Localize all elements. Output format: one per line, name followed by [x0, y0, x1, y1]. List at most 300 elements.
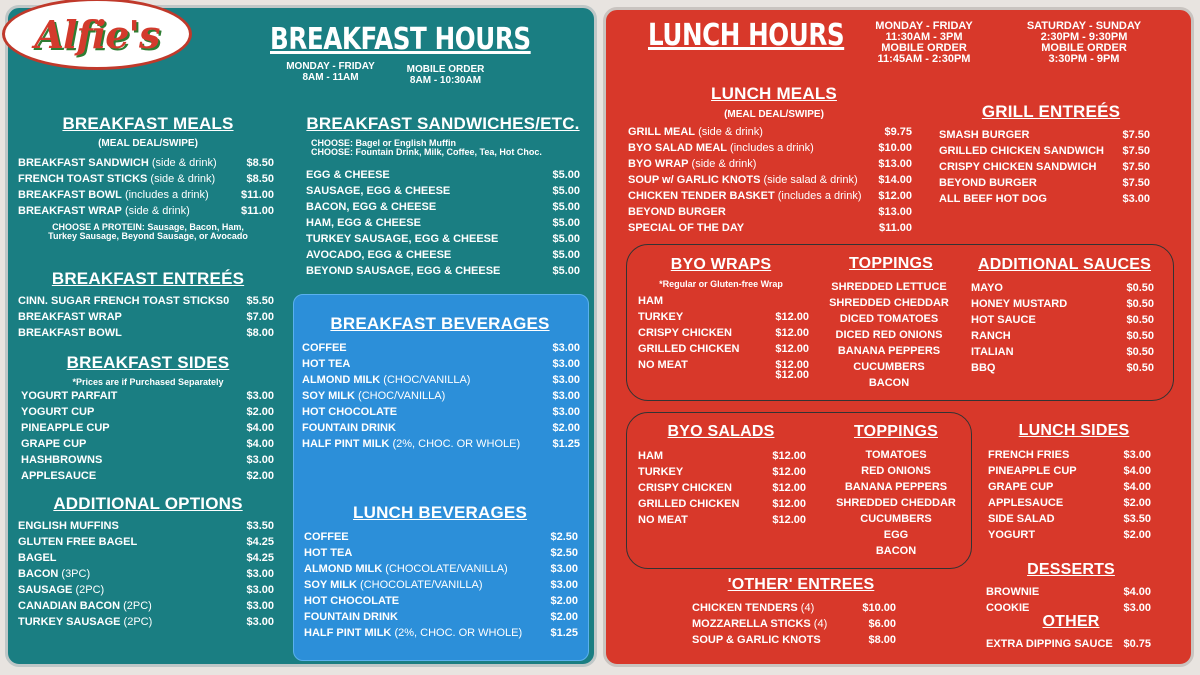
- breakfast-meals-item: [18, 187, 209, 203]
- lunch-beverages-item-note: (CHOCOLATE/VANILLA): [356, 579, 483, 591]
- breakfast-meals-item-note: (side & drink): [148, 157, 217, 169]
- lunch-beverages-item-name: HOT TEA: [304, 547, 353, 559]
- breakfast-sides-item-name: APPLESAUCE: [21, 470, 97, 482]
- lunch-sides-item-price: $3.00: [1123, 449, 1151, 461]
- breakfast-beverages-item-note: (2%, CHOC. OR WHOLE): [389, 438, 521, 450]
- breakfast-beverages-item-note: (CHOC/VANILLA): [380, 374, 471, 386]
- breakfast-sandwiches-item-price: $5.00: [552, 201, 580, 213]
- lunch-beverages-item: [304, 561, 508, 577]
- breakfast-beverages-item-note: (CHOC/VANILLA): [354, 390, 446, 402]
- additional-sauces-item-name: HOT SAUCE: [971, 314, 1036, 326]
- salad-toppings-title: TOPPINGS: [854, 423, 938, 440]
- byo-salads-item-name: GRILLED CHICKEN: [638, 498, 740, 510]
- other-entrees-item-name: MOZZARELLA STICKS: [692, 618, 811, 630]
- other-entrees-item-note: (4): [797, 602, 815, 614]
- breakfast-beverages-item-price: $3.00: [552, 342, 580, 354]
- breakfast-sandwiches-item-price: $5.00: [552, 217, 580, 229]
- lunch-meals-item-name: SPECIAL OF THE DAY: [628, 222, 745, 234]
- breakfast-meals-item-note: (side & drink): [147, 173, 216, 185]
- breakfast-additional-item-name: TURKEY SAUSAGE: [18, 616, 121, 628]
- breakfast-sides-item-name: PINEAPPLE CUP: [21, 422, 110, 434]
- byo-salads-item-price: $12.00: [772, 466, 806, 478]
- breakfast-sandwiches-item: [306, 247, 451, 263]
- lunch-hours-title: LUNCH HOURS: [648, 18, 845, 53]
- breakfast-sides-item-price: $2.00: [246, 470, 274, 482]
- lunch-we-mobile: MOBILE ORDER: [1041, 42, 1127, 54]
- byo-wraps-item: [638, 309, 683, 325]
- lunch-sides-title: LUNCH SIDES: [1018, 422, 1130, 439]
- lunch-we-days: SATURDAY - SUNDAY: [1026, 20, 1142, 32]
- lunch-beverages-item-name: HOT CHOCOLATE: [304, 595, 400, 607]
- salad-toppings-item: RED ONIONS: [861, 465, 931, 477]
- breakfast-beverages-item-price: $3.00: [552, 406, 580, 418]
- breakfast-additional-item: [18, 518, 119, 534]
- lunch-meals-item: [628, 172, 858, 188]
- breakfast-sandwiches-item: [306, 231, 498, 247]
- lunch-wk-days: MONDAY - FRIDAY: [875, 20, 973, 32]
- additional-sauces-item-name: ITALIAN: [971, 346, 1014, 358]
- lunch-beverages-item-price: $3.00: [550, 563, 578, 575]
- breakfast-beverages-item: [302, 436, 520, 452]
- lunch-beverages-item-price: $1.25: [550, 627, 578, 639]
- breakfast-sandwiches-item: [306, 167, 390, 183]
- breakfast-beverages-item-price: $1.25: [552, 438, 580, 450]
- grill-entrees-item-price: $7.50: [1122, 145, 1150, 157]
- breakfast-entrees-item-price: $5.50: [246, 295, 274, 307]
- lunch-beverages-title: LUNCH BEVERAGES: [353, 503, 527, 522]
- breakfast-beverages-item-name: HOT CHOCOLATE: [302, 406, 398, 418]
- lunch-meals-item-price: $13.00: [878, 158, 912, 170]
- breakfast-beverages-item-price: $3.00: [552, 358, 580, 370]
- desserts-item-name: BROWNIE: [986, 586, 1040, 598]
- breakfast-meals-item-name: BREAKFAST SANDWICH: [18, 157, 149, 169]
- other-entrees-item: [692, 632, 821, 648]
- breakfast-panel: [5, 5, 597, 667]
- breakfast-additional-item-name: SAUSAGE: [18, 584, 73, 596]
- breakfast-sandwiches-item-name: HAM, EGG & CHEESE: [306, 217, 421, 229]
- breakfast-additional-item-note: (2PC): [120, 600, 152, 612]
- desserts-title: DESSERTS: [1027, 561, 1115, 578]
- lunch-meals-item-name: CHICKEN TENDER BASKET: [628, 190, 775, 202]
- breakfast-entrees-item-price: $8.00: [246, 327, 274, 339]
- lunch-meals-item-note: (includes a drink): [774, 190, 862, 202]
- breakfast-beverages-item-name: FOUNTAIN DRINK: [302, 422, 396, 434]
- breakfast-sandwiches-item-price: $5.00: [552, 265, 580, 277]
- lunch-sides-item: [988, 479, 1053, 495]
- lunch-sides-item: [988, 527, 1035, 543]
- breakfast-meals-item-name: BREAKFAST WRAP: [18, 205, 122, 217]
- breakfast-meals-subtitle: (MEAL DEAL/SWIPE): [98, 138, 198, 149]
- lunch-meals-item: [628, 220, 744, 236]
- breakfast-additional-item-name: CANADIAN BACON: [18, 600, 121, 612]
- breakfast-additional-item-price: $3.00: [246, 600, 274, 612]
- breakfast-sides-item: [21, 436, 86, 452]
- lunch-beverages-item-price: $3.00: [550, 579, 578, 591]
- lunch-we-time: 2:30PM - 9:30PM: [1040, 31, 1128, 43]
- lunch-sides-item-name: YOGURT: [988, 529, 1036, 541]
- breakfast-entrees-item-price: $7.00: [246, 311, 274, 323]
- lunch-beverages-item-name: SOY MILK: [304, 579, 357, 591]
- lunch-meals-item: [628, 204, 726, 220]
- breakfast-sandwiches-item: [306, 215, 421, 231]
- breakfast-additional-item: [18, 550, 57, 566]
- breakfast-meals-item: [18, 203, 190, 219]
- lunch-meals-subtitle: (MEAL DEAL/SWIPE): [724, 109, 824, 120]
- other-title: OTHER: [1042, 613, 1100, 630]
- breakfast-sides-item: [21, 388, 117, 404]
- logo-text: Alfie's: [34, 11, 160, 57]
- breakfast-sandwiches-item-name: BEYOND SAUSAGE, EGG & CHEESE: [306, 265, 501, 277]
- other-entrees-item-price: $6.00: [868, 618, 896, 630]
- grill-entrees-item-price: $3.00: [1122, 193, 1150, 205]
- breakfast-sandwiches-item-name: SAUSAGE, EGG & CHEESE: [306, 185, 451, 197]
- lunch-sides-item-price: $2.00: [1123, 529, 1151, 541]
- byo-wraps-item-name: HAM: [638, 295, 664, 307]
- breakfast-meals-item-price: $8.50: [246, 173, 274, 185]
- grill-entrees-item-price: $7.50: [1122, 177, 1150, 189]
- breakfast-sides-title: BREAKFAST SIDES: [66, 353, 230, 372]
- breakfast-sandwiches-item: [306, 263, 500, 279]
- breakfast-meals-item-price: $11.00: [240, 189, 274, 201]
- breakfast-meals-item-name: FRENCH TOAST STICKS: [18, 173, 148, 185]
- lunch-beverages-item: [304, 609, 398, 625]
- lunch-beverages-item: [304, 625, 522, 641]
- breakfast-meals-item-price: $11.00: [240, 205, 274, 217]
- wrap-toppings-item: SHREDDED LETTUCE: [831, 281, 947, 293]
- lunch-sides-item-price: $2.00: [1123, 497, 1151, 509]
- breakfast-sandwiches-choose2: CHOOSE: Fountain Drink, Milk, Coffee, Tea, Hot Choc.: [311, 147, 542, 157]
- wrap-toppings-item: CUCUMBERS: [853, 361, 925, 373]
- lunch-we-mobile-time: 3:30PM - 9PM: [1048, 53, 1120, 65]
- breakfast-beverages-item-price: $3.00: [552, 374, 580, 386]
- breakfast-additional-item-note: (2PC): [120, 616, 153, 628]
- breakfast-additional-item-note: (3PC): [58, 568, 91, 580]
- grill-entrees-item-name: SMASH BURGER: [939, 129, 1030, 141]
- breakfast-additional-title: ADDITIONAL OPTIONS: [53, 494, 243, 513]
- breakfast-sandwiches-item-name: AVOCADO, EGG & CHEESE: [306, 249, 452, 261]
- lunch-beverages-item-note: (2%, CHOC. OR WHOLE): [391, 627, 523, 639]
- breakfast-beverages-item-price: $3.00: [552, 390, 580, 402]
- breakfast-sides-item: [21, 420, 110, 436]
- byo-wraps-item-price: $12.00: [775, 311, 809, 323]
- salad-toppings-item: SHREDDED CHEDDAR: [836, 497, 956, 509]
- additional-sauces-item: [971, 312, 1036, 328]
- byo-wraps-item-price: $12.00: [775, 327, 809, 339]
- grill-entrees-item-price: $7.50: [1122, 161, 1150, 173]
- lunch-beverages-item-name: FOUNTAIN DRINK: [304, 611, 398, 623]
- byo-wraps-item: [638, 325, 732, 341]
- lunch-meals-item-note: (side salad & drink): [760, 174, 858, 186]
- byo-salads-item-name: NO MEAT: [638, 514, 688, 526]
- lunch-meals-item-price: $10.00: [878, 142, 912, 154]
- byo-wraps-item-name: CRISPY CHICKEN: [638, 327, 732, 339]
- byo-salads-item: [638, 496, 739, 512]
- grill-entrees-item-name: BEYOND BURGER: [939, 177, 1037, 189]
- breakfast-sides-item-name: YOGURT PARFAIT: [21, 390, 118, 402]
- lunch-meals-item: [628, 124, 763, 140]
- breakfast-sandwiches-item-name: EGG & CHEESE: [306, 169, 390, 181]
- breakfast-sides-subtitle: *Prices are if Purchased Separately: [72, 377, 224, 387]
- wrap-toppings-item: BANANA PEPPERS: [837, 345, 941, 357]
- lunch-beverages-item-price: $2.50: [550, 531, 578, 543]
- lunch-meals-item: [628, 188, 862, 204]
- lunch-sides-item-name: APPLESAUCE: [988, 497, 1064, 509]
- other-entrees-item-price: $8.00: [868, 634, 896, 646]
- lunch-meals-item-name: SOUP w/ GARLIC KNOTS: [628, 174, 761, 186]
- lunch-beverages-item: [304, 529, 349, 545]
- breakfast-entrees-item-name: BREAKFAST WRAP: [18, 311, 122, 323]
- lunch-sides-item-name: SIDE SALAD: [988, 513, 1055, 525]
- breakfast-sandwiches-item-name: BACON, EGG & CHEESE: [306, 201, 437, 213]
- other-entrees-item-name: CHICKEN TENDERS: [692, 602, 798, 614]
- breakfast-beverages-item: [302, 420, 396, 436]
- lunch-meals-item-name: BEYOND BURGER: [628, 206, 726, 218]
- lunch-beverages-item: [304, 577, 483, 593]
- grill-entrees-item: [939, 191, 1047, 207]
- additional-sauces-item-name: BBQ: [971, 362, 996, 374]
- breakfast-meals-item: [18, 155, 217, 171]
- lunch-meals-item-note: (side & drink): [695, 126, 763, 138]
- lunch-sides-item-name: FRENCH FRIES: [988, 449, 1070, 461]
- breakfast-mobile-time: 8AM - 10:30AM: [409, 75, 482, 86]
- lunch-meals-item-name: BYO WRAP: [628, 158, 689, 170]
- lunch-meals-item: [628, 156, 756, 172]
- byo-salads-item-price: $12.00: [772, 514, 806, 526]
- desserts-item-price: $3.00: [1123, 602, 1151, 614]
- breakfast-sides-item-name: GRAPE CUP: [21, 438, 87, 450]
- breakfast-sandwiches-item-price: $5.00: [552, 185, 580, 197]
- byo-wraps-item-name: TURKEY: [638, 311, 684, 323]
- additional-sauces-item: [971, 296, 1067, 312]
- salad-toppings-item: EGG: [883, 529, 909, 541]
- lunch-meals-item-price: $9.75: [884, 126, 912, 138]
- breakfast-beverages-item-name: COFFEE: [302, 342, 347, 354]
- lunch-beverages-item-price: $2.50: [550, 547, 578, 559]
- breakfast-additional-item: [18, 582, 104, 598]
- grill-entrees-item-name: ALL BEEF HOT DOG: [939, 193, 1047, 205]
- breakfast-sides-item: [21, 452, 102, 468]
- byo-wraps-item-price: $12.00: [775, 359, 809, 371]
- breakfast-days: MONDAY - FRIDAY: [286, 61, 375, 72]
- additional-sauces-item: [971, 280, 1003, 296]
- desserts-item-price: $4.00: [1123, 586, 1151, 598]
- desserts-item-name: COOKIE: [986, 602, 1030, 614]
- lunch-sides-item: [988, 495, 1063, 511]
- byo-salads-title: BYO SALADS: [667, 423, 775, 440]
- salad-toppings-item: CUCUMBERS: [860, 513, 932, 525]
- breakfast-sandwiches-item-name: TURKEY SAUSAGE, EGG & CHEESE: [306, 233, 499, 245]
- lunch-meals-item-name: BYO SALAD MEAL: [628, 142, 727, 154]
- byo-salads-item-price: $12.00: [772, 498, 806, 510]
- breakfast-meals-item-price: $8.50: [246, 157, 274, 169]
- byo-salads-item-name: TURKEY: [638, 466, 684, 478]
- breakfast-sides-item-price: $4.00: [246, 422, 274, 434]
- salad-toppings-item: BANANA PEPPERS: [844, 481, 948, 493]
- breakfast-meals-item: [18, 171, 215, 187]
- byo-wraps-item-price: $12.00: [775, 343, 809, 355]
- grill-entrees-title: GRILL ENTREÉS: [981, 102, 1121, 121]
- breakfast-beverages-title: BREAKFAST BEVERAGES: [330, 314, 550, 333]
- breakfast-additional-item-price: $3.00: [246, 568, 274, 580]
- breakfast-meals-item-note: (side & drink): [121, 205, 190, 217]
- lunch-beverages-item-name: ALMOND MILK: [304, 563, 383, 575]
- breakfast-meals-note1: CHOOSE A PROTEIN: Sausage, Bacon, Ham,: [52, 222, 244, 232]
- breakfast-sandwiches-item-price: $5.00: [552, 249, 580, 261]
- salad-toppings-item: TOMATOES: [865, 449, 927, 461]
- breakfast-beverages-item: [302, 388, 445, 404]
- byo-salads-item: [638, 480, 732, 496]
- additional-sauces-item-name: MAYO: [971, 282, 1003, 294]
- lunch-beverages-item-name: HALF PINT MILK: [304, 627, 392, 639]
- lunch-beverages-item-price: $2.00: [550, 611, 578, 623]
- breakfast-meals-title: BREAKFAST MEALS: [62, 114, 234, 133]
- lunch-sides-item: [988, 463, 1077, 479]
- grill-entrees-item: [939, 127, 1029, 143]
- byo-wraps-item-name: GRILLED CHICKEN: [638, 343, 740, 355]
- lunch-sides-item: [988, 447, 1069, 463]
- byo-wraps-item: [638, 357, 688, 373]
- breakfast-additional-item-price: $3.00: [246, 584, 274, 596]
- alfies-logo: [2, 0, 192, 70]
- breakfast-additional-item-name: GLUTEN FREE BAGEL: [18, 536, 138, 548]
- breakfast-additional-item-price: $3.50: [246, 520, 274, 532]
- additional-sauces-item-price: $0.50: [1126, 314, 1154, 326]
- other-entrees-item: [692, 616, 827, 632]
- byo-wraps-item-name: NO MEAT: [638, 359, 688, 371]
- lunch-sides-item-price: $4.00: [1123, 465, 1151, 477]
- lunch-beverages-item: [304, 593, 399, 609]
- breakfast-entrees-item: [18, 309, 122, 325]
- breakfast-sandwiches-item: [306, 183, 450, 199]
- breakfast-sides-item-price: $4.00: [246, 438, 274, 450]
- lunch-meals-item-price: $12.00: [878, 190, 912, 202]
- byo-wraps-item: [638, 341, 739, 357]
- breakfast-sides-item-name: HASHBROWNS: [21, 454, 103, 466]
- breakfast-entrees-item-name: CINN. SUGAR FRENCH TOAST STICKS0: [18, 295, 230, 307]
- additional-sauces-item-name: HONEY MUSTARD: [971, 298, 1068, 310]
- grill-entrees-item: [939, 159, 1096, 175]
- breakfast-beverages-item: [302, 372, 470, 388]
- additional-sauces-item-price: $0.50: [1126, 282, 1154, 294]
- lunch-meals-item: [628, 140, 814, 156]
- breakfast-additional-item: [18, 566, 90, 582]
- lunch-sides-item-price: $3.50: [1123, 513, 1151, 525]
- byo-salads-item-price: $12.00: [772, 482, 806, 494]
- lunch-meals-item-note: (side & drink): [688, 158, 757, 170]
- breakfast-additional-item-name: BAGEL: [18, 552, 57, 564]
- additional-sauces-item-price: $0.50: [1126, 362, 1154, 374]
- lunch-sides-item-name: GRAPE CUP: [988, 481, 1054, 493]
- lunch-panel: [603, 7, 1194, 667]
- lunch-meals-item-price: $13.00: [878, 206, 912, 218]
- breakfast-beverages-item-name: SOY MILK: [302, 390, 355, 402]
- additional-sauces-item-price: $0.50: [1126, 298, 1154, 310]
- breakfast-sandwiches-choose1: CHOOSE: Bagel or English Muffin: [311, 138, 457, 148]
- other-item-name: EXTRA DIPPING SAUCE: [986, 638, 1113, 650]
- breakfast-beverages-item-name: HALF PINT MILK: [302, 438, 390, 450]
- breakfast-time: 8AM - 11AM: [302, 72, 359, 83]
- lunch-meals-item-price: $14.00: [878, 174, 912, 186]
- byo-wraps-item: [638, 293, 663, 309]
- wrap-toppings-title: TOPPINGS: [849, 255, 933, 272]
- additional-sauces-item: [971, 328, 1011, 344]
- breakfast-sandwiches-item-price: $5.00: [552, 233, 580, 245]
- lunch-beverages-item-price: $2.00: [550, 595, 578, 607]
- breakfast-beverages-item: [302, 356, 350, 372]
- grill-entrees-item: [939, 175, 1037, 191]
- lunch-wk-mobile: MOBILE ORDER: [881, 42, 967, 54]
- wrap-toppings-item: DICED RED ONIONS: [835, 329, 943, 341]
- breakfast-sides-item-price: $3.00: [246, 390, 274, 402]
- additional-sauces-item: [971, 344, 1014, 360]
- byo-salads-item: [638, 448, 663, 464]
- lunch-sides-item-price: $4.00: [1123, 481, 1151, 493]
- breakfast-sides-item: [21, 468, 96, 484]
- additional-sauces-title: ADDITIONAL SAUCES: [978, 256, 1151, 273]
- breakfast-additional-item-name: ENGLISH MUFFINS: [18, 520, 119, 532]
- other-entrees-item-note: (4): [810, 618, 828, 630]
- lunch-wk-mobile-time: 11:45AM - 2:30PM: [877, 53, 971, 65]
- wrap-toppings-item: DICED TOMATOES: [839, 313, 939, 325]
- additional-sauces-item-name: RANCH: [971, 330, 1011, 342]
- breakfast-sides-item-price: $2.00: [246, 406, 274, 418]
- breakfast-beverages-item-name: HOT TEA: [302, 358, 351, 370]
- breakfast-entrees-item: [18, 293, 229, 309]
- breakfast-additional-item-price: $3.00: [246, 616, 274, 628]
- breakfast-additional-item-name: BACON: [18, 568, 59, 580]
- wrap-toppings-item: SHREDDED CHEDDAR: [829, 297, 949, 309]
- breakfast-sides-item-name: YOGURT CUP: [21, 406, 95, 418]
- breakfast-additional-item: [18, 598, 152, 614]
- byo-salads-item-price: $12.00: [772, 450, 806, 462]
- other-item-price: $0.75: [1123, 638, 1151, 650]
- grill-entrees-item-name: GRILLED CHICKEN SANDWICH: [939, 145, 1104, 157]
- lunch-beverages-item-note: (CHOCOLATE/VANILLA): [382, 563, 508, 575]
- lunch-beverages-item-name: COFFEE: [304, 531, 349, 543]
- breakfast-entrees-item-name: BREAKFAST BOWL: [18, 327, 122, 339]
- lunch-beverages-item: [304, 545, 352, 561]
- lunch-wk-time: 11:30AM - 3PM: [885, 31, 963, 43]
- breakfast-sides-item-price: $3.00: [246, 454, 274, 466]
- byo-salads-item: [638, 464, 683, 480]
- grill-entrees-item: [939, 143, 1104, 159]
- other-entrees-title: 'OTHER' ENTREES: [727, 576, 875, 593]
- other-entrees-item: [692, 600, 814, 616]
- breakfast-hours-title: BREAKFAST HOURS: [270, 22, 531, 57]
- byo-wraps-extra-price: $12.00: [775, 369, 809, 381]
- breakfast-additional-item: [18, 534, 137, 550]
- breakfast-sides-item: [21, 404, 94, 420]
- grill-entrees-item-price: $7.50: [1122, 129, 1150, 141]
- breakfast-entrees-item: [18, 325, 122, 341]
- lunch-sides-item-name: PINEAPPLE CUP: [988, 465, 1077, 477]
- breakfast-beverages-item: [302, 404, 397, 420]
- breakfast-beverages-item: [302, 340, 347, 356]
- grill-entrees-item-name: CRISPY CHICKEN SANDWICH: [939, 161, 1097, 173]
- breakfast-sandwiches-item: [306, 199, 436, 215]
- salad-toppings-item: BACON: [875, 545, 917, 557]
- wrap-toppings-item: BACON: [868, 377, 910, 389]
- breakfast-additional-item-note: (2PC): [72, 584, 105, 596]
- additional-sauces-item-price: $0.50: [1126, 346, 1154, 358]
- byo-salads-item-name: CRISPY CHICKEN: [638, 482, 732, 494]
- lunch-meals-item-price: $11.00: [878, 222, 912, 234]
- breakfast-meals-note2: Turkey Sausage, Beyond Sausage, or Avocado: [48, 231, 248, 241]
- breakfast-additional-item-price: $4.25: [246, 552, 274, 564]
- byo-salads-item: [638, 512, 688, 528]
- breakfast-meals-item-name: BREAKFAST BOWL: [18, 189, 122, 201]
- lunch-meals-title: LUNCH MEALS: [711, 84, 837, 103]
